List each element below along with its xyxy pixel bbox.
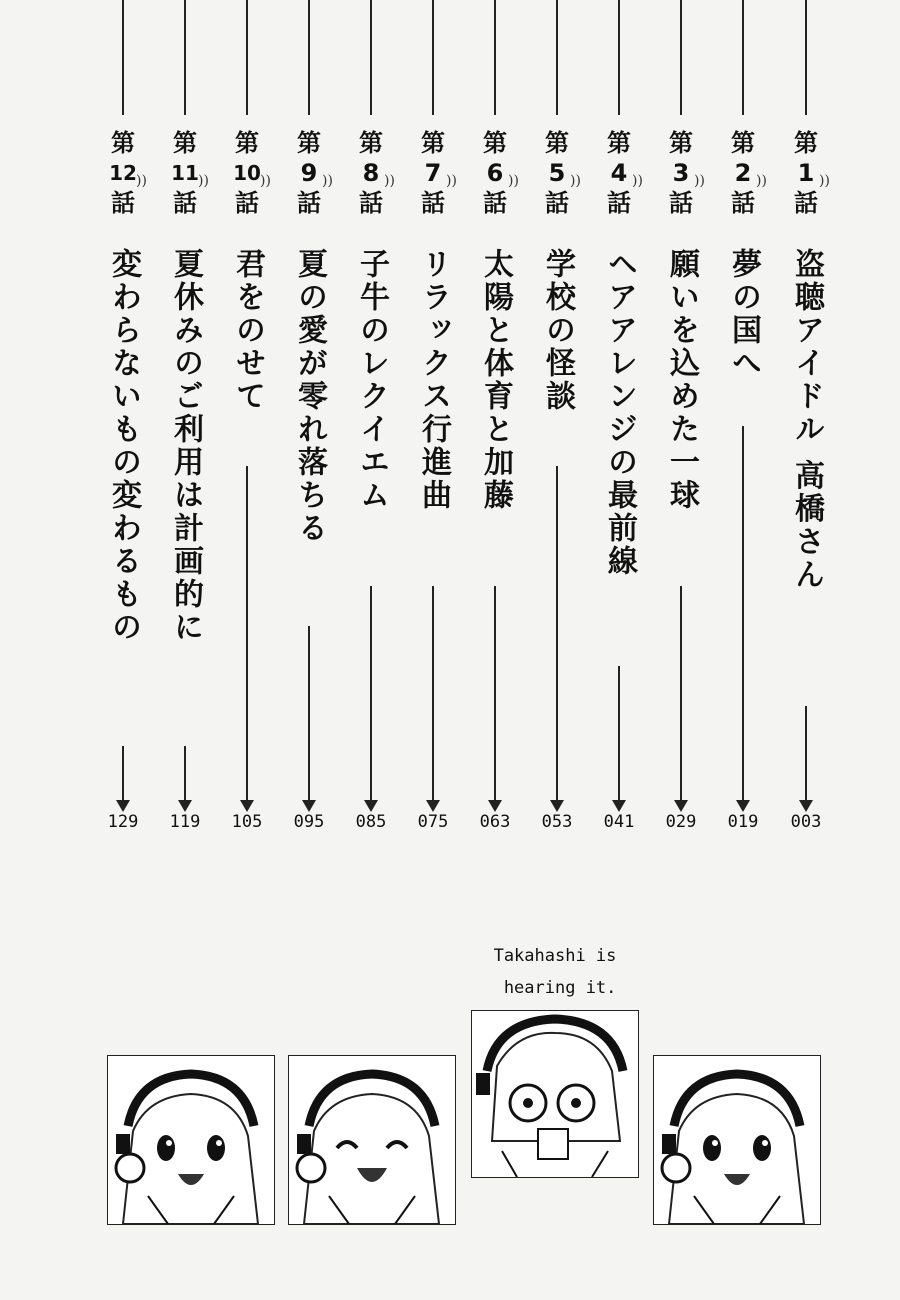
leader-line-top — [432, 0, 434, 115]
episode-label — [656, 128, 706, 218]
arrow-down-icon — [488, 800, 502, 812]
episode-counter: 第 — [669, 129, 693, 157]
sound-wave-icon: )) — [756, 173, 767, 189]
episode-suffix: 話 — [359, 189, 383, 217]
episode-number: 8 — [362, 159, 380, 187]
leader-line — [680, 586, 682, 800]
leader-line-top — [556, 0, 558, 115]
episode-number: 3 — [672, 159, 690, 187]
episode-suffix: 話 — [421, 189, 445, 217]
leader-line-top — [494, 0, 496, 115]
caption: Takahashi is hearing it. — [493, 946, 617, 998]
leader-line-top — [184, 0, 186, 115]
episode-counter: 第 — [235, 129, 259, 157]
episode-title: 学校の怪談 — [540, 248, 575, 413]
arrow-down-icon — [736, 800, 750, 812]
leader-line — [742, 426, 744, 800]
toc-entry[interactable] — [408, 0, 458, 860]
episode-suffix: 話 — [235, 189, 259, 217]
episode-suffix: 話 — [297, 189, 321, 217]
arrow-down-icon — [116, 800, 130, 812]
surprised-boy-illustration — [472, 1011, 638, 1177]
episode-label — [594, 128, 644, 218]
episode-suffix: 話 — [483, 189, 507, 217]
toc-entry[interactable] — [781, 0, 831, 860]
episode-number: 9 — [300, 159, 318, 187]
episode-title: 願いを込めた一球 — [664, 248, 699, 512]
episode-counter: 第 — [297, 129, 321, 157]
episode-title: 太陽と体育と加藤 — [478, 248, 513, 512]
panel-3 — [471, 1010, 639, 1178]
toc-entry[interactable] — [532, 0, 582, 860]
sound-wave-icon: )) — [819, 173, 830, 189]
sound-wave-icon: )) — [570, 173, 581, 189]
episode-counter: 第 — [545, 129, 569, 157]
episode-title: 変わらないもの変わるもの — [106, 248, 141, 644]
leader-line-top — [680, 0, 682, 115]
episode-suffix: 話 — [173, 189, 197, 217]
arrow-down-icon — [426, 800, 440, 812]
toc-entry[interactable] — [718, 0, 768, 860]
episode-label — [222, 128, 272, 218]
panel-4 — [653, 1055, 821, 1225]
episode-label — [408, 128, 458, 218]
page-number: 105 — [231, 812, 263, 832]
sound-wave-icon: )) — [384, 173, 395, 189]
episode-label — [98, 128, 148, 218]
episode-suffix: 話 — [111, 189, 135, 217]
episode-number: 12 — [109, 161, 137, 185]
arrow-down-icon — [612, 800, 626, 812]
toc-entry[interactable] — [284, 0, 334, 860]
page-number: 041 — [603, 812, 635, 832]
page-number: 019 — [727, 812, 759, 832]
leader-line-top — [122, 0, 124, 115]
toc-entry[interactable] — [656, 0, 706, 860]
episode-label — [284, 128, 334, 218]
episode-counter: 第 — [173, 129, 197, 157]
toc-entry[interactable] — [594, 0, 644, 860]
arrow-down-icon — [302, 800, 316, 812]
episode-counter: 第 — [483, 129, 507, 157]
leader-line-top — [618, 0, 620, 115]
panel-1 — [107, 1055, 275, 1225]
episode-title: 盗聴アイドル 高橋さん — [789, 248, 824, 592]
panel-2 — [288, 1055, 456, 1225]
leader-line — [805, 706, 807, 800]
page-number: 119 — [169, 812, 201, 832]
sound-wave-icon: )) — [322, 173, 333, 189]
episode-number: 4 — [610, 159, 628, 187]
toc-entry[interactable] — [222, 0, 272, 860]
toc-entry[interactable] — [160, 0, 210, 860]
episode-number: 2 — [734, 159, 752, 187]
page-number: 003 — [790, 812, 822, 832]
leader-line — [370, 586, 372, 800]
episode-label — [718, 128, 768, 218]
page-number: 029 — [665, 812, 697, 832]
toc-entry[interactable] — [346, 0, 396, 860]
page-number: 095 — [293, 812, 325, 832]
toc-entry[interactable] — [470, 0, 520, 860]
episode-number: 6 — [486, 159, 504, 187]
leader-line-top — [370, 0, 372, 115]
page-number: 063 — [479, 812, 511, 832]
page-number: 075 — [417, 812, 449, 832]
arrow-down-icon — [364, 800, 378, 812]
episode-counter: 第 — [607, 129, 631, 157]
episode-suffix: 話 — [669, 189, 693, 217]
leader-line-top — [805, 0, 807, 115]
episode-counter: 第 — [794, 129, 818, 157]
arrow-down-icon — [550, 800, 564, 812]
episode-number: 10 — [233, 161, 261, 185]
episode-counter: 第 — [421, 129, 445, 157]
leader-line — [184, 746, 186, 800]
leader-line — [618, 666, 620, 800]
leader-line — [246, 466, 248, 800]
episode-title: 君をのせて — [230, 248, 265, 413]
episode-number: 7 — [424, 159, 442, 187]
arrow-down-icon — [240, 800, 254, 812]
episode-title: リラックス行進曲 — [416, 248, 451, 512]
leader-line-top — [308, 0, 310, 115]
episode-title: 夢の国へ — [726, 248, 761, 380]
sound-wave-icon: )) — [260, 173, 271, 189]
episode-label — [781, 128, 831, 218]
sound-wave-icon: )) — [632, 173, 643, 189]
sound-wave-icon: )) — [136, 173, 147, 189]
toc-entry[interactable] — [98, 0, 148, 860]
episode-suffix: 話 — [607, 189, 631, 217]
leader-line — [122, 746, 124, 800]
sound-wave-icon: )) — [694, 173, 705, 189]
sound-wave-icon: )) — [446, 173, 457, 189]
headphone-girl-illustration — [289, 1056, 455, 1224]
episode-label — [470, 128, 520, 218]
arrow-down-icon — [674, 800, 688, 812]
episode-title: 子牛のレクイエム — [354, 248, 389, 512]
leader-line — [494, 586, 496, 800]
episode-number: 5 — [548, 159, 566, 187]
episode-suffix: 話 — [545, 189, 569, 217]
leader-line-top — [246, 0, 248, 115]
episode-label — [160, 128, 210, 218]
arrow-down-icon — [178, 800, 192, 812]
headphone-girl-illustration — [108, 1056, 274, 1224]
sound-wave-icon: )) — [508, 173, 519, 189]
headphone-girl-illustration — [654, 1056, 820, 1224]
leader-line-top — [742, 0, 744, 115]
episode-label — [346, 128, 396, 218]
page-number: 085 — [355, 812, 387, 832]
episode-title: 夏休みのご利用は計画的に — [168, 248, 203, 644]
leader-line — [556, 466, 558, 800]
episode-counter: 第 — [111, 129, 135, 157]
episode-label — [532, 128, 582, 218]
episode-counter: 第 — [359, 129, 383, 157]
page-number: 053 — [541, 812, 573, 832]
leader-line — [308, 626, 310, 800]
episode-suffix: 話 — [794, 189, 818, 217]
sound-wave-icon: )) — [198, 173, 209, 189]
page-number: 129 — [107, 812, 139, 832]
episode-suffix: 話 — [731, 189, 755, 217]
leader-line — [432, 586, 434, 800]
episode-number: 11 — [171, 161, 199, 185]
episode-title: 夏の愛が零れ落ちる — [292, 248, 327, 545]
episode-title: ヘアアレンジの最前線 — [602, 248, 637, 578]
episode-number: 1 — [797, 159, 815, 187]
arrow-down-icon — [799, 800, 813, 812]
episode-counter: 第 — [731, 129, 755, 157]
